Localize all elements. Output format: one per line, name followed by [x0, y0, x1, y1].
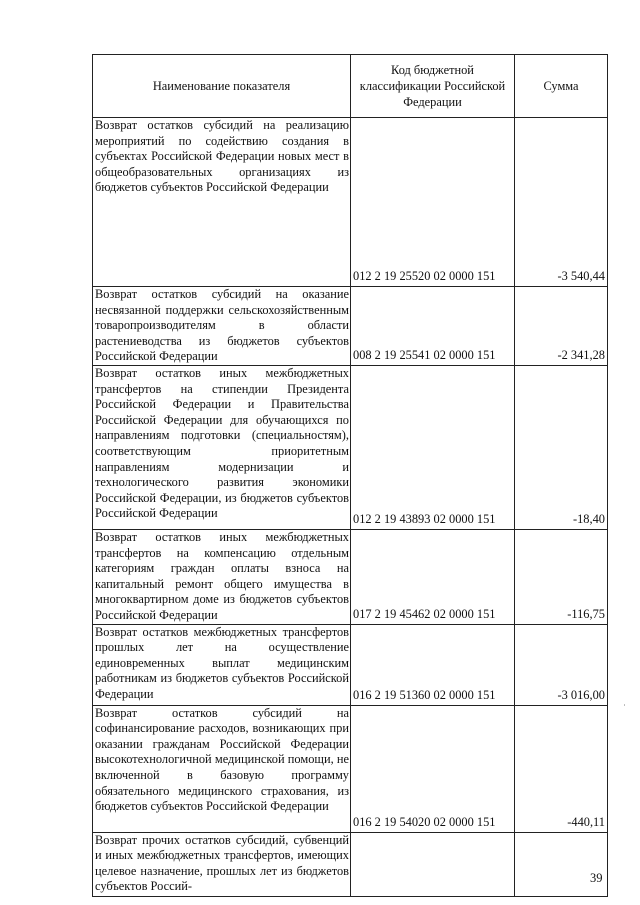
row-name-text: Возврат остатков субсидий на оказание несвязанной поддержки сельскохозяйственным товаропроизводителям в области растениеводства из бюджетов субъектов Российской Федерации	[95, 287, 349, 364]
row-name-text: Возврат остатков иных межбюджетных трансфертов на компенсацию отдельным категориям граждан оплаты взноса на капитальный ремонт общего имущества в многоквартирном доме из бюджетов субъектов Российской Федерации	[95, 529, 349, 622]
row-sum: -116,75	[515, 529, 608, 624]
row-indicator-name	[93, 118, 351, 287]
table-row	[93, 118, 608, 287]
row-budget-code: 016 2 19 51360 02 0000 151	[351, 624, 515, 705]
row-name-text: Возврат прочих остатков субсидий, субвенций и иных межбюджетных трансфертов, имеющих целевое назначение, прошлых лет из бюджетов субъектов Россий-	[95, 832, 349, 894]
row-indicator-name	[93, 832, 351, 896]
row-sum: -2 341,28	[515, 287, 608, 366]
row-budget-code: 016 2 19 54020 02 0000 151	[351, 705, 515, 832]
row-name-text: Возврат остатков иных межбюджетных трансфертов на стипендии Президента Российской Федерации и Правительства Российской Федерации для обучающихся по направлениям подготовки (специальностям), соответствующим приоритетным направлениям модернизации и технологического развития экономики Российской Федерации, из бюджетов субъектов Российской Федерации	[95, 365, 349, 521]
scan-mark: ˙	[623, 703, 626, 713]
table-header-row	[93, 55, 608, 118]
header-indicator-name: Наименование показателя	[93, 55, 351, 118]
table-row	[93, 624, 608, 705]
row-indicator-name	[93, 365, 351, 529]
table-row	[93, 832, 608, 896]
row-sum: -3 016,00	[515, 624, 608, 705]
row-sum	[515, 832, 608, 896]
row-sum: -440,11	[515, 705, 608, 832]
row-indicator-name	[93, 624, 351, 705]
table-row	[93, 365, 608, 529]
header-budget-code: Код бюджетной классификации Российской Федерации	[351, 55, 515, 118]
row-indicator-name	[93, 529, 351, 624]
row-budget-code: 012 2 19 25520 02 0000 151	[351, 118, 515, 287]
table-row	[93, 287, 608, 366]
row-sum: -3 540,44	[515, 118, 608, 287]
row-name-text: Возврат остатков межбюджетных трансфертов прошлых лет на осуществление единовременных выплат медицинским работникам из бюджетов субъектов Российской Федерации	[95, 624, 349, 701]
row-name-text: Возврат остатков субсидий на софинансирование расходов, возникающих при оказании гражданам Российской Федерации высокотехнологичной медицинской помощи, не включенной в базовую программу обязательного медицинского страхования, из бюджетов субъектов Российской Федерации	[95, 705, 349, 814]
table-row	[93, 705, 608, 832]
row-indicator-name	[93, 705, 351, 832]
table-row	[93, 529, 608, 624]
row-budget-code	[351, 832, 515, 896]
row-name-text: Возврат остатков субсидий на реализацию мероприятий по содействию создания в субъектах Российской Федерации новых мест в общеобразовательных организациях из бюджетов субъектов Российской Федерации	[95, 118, 349, 195]
budget-table	[92, 54, 608, 897]
row-indicator-name	[93, 287, 351, 366]
row-sum: -18,40	[515, 365, 608, 529]
row-budget-code: 008 2 19 25541 02 0000 151	[351, 287, 515, 366]
header-sum: Сумма	[515, 55, 608, 118]
row-budget-code: 017 2 19 45462 02 0000 151	[351, 529, 515, 624]
page-number: 39	[590, 871, 603, 885]
row-budget-code: 012 2 19 43893 02 0000 151	[351, 365, 515, 529]
